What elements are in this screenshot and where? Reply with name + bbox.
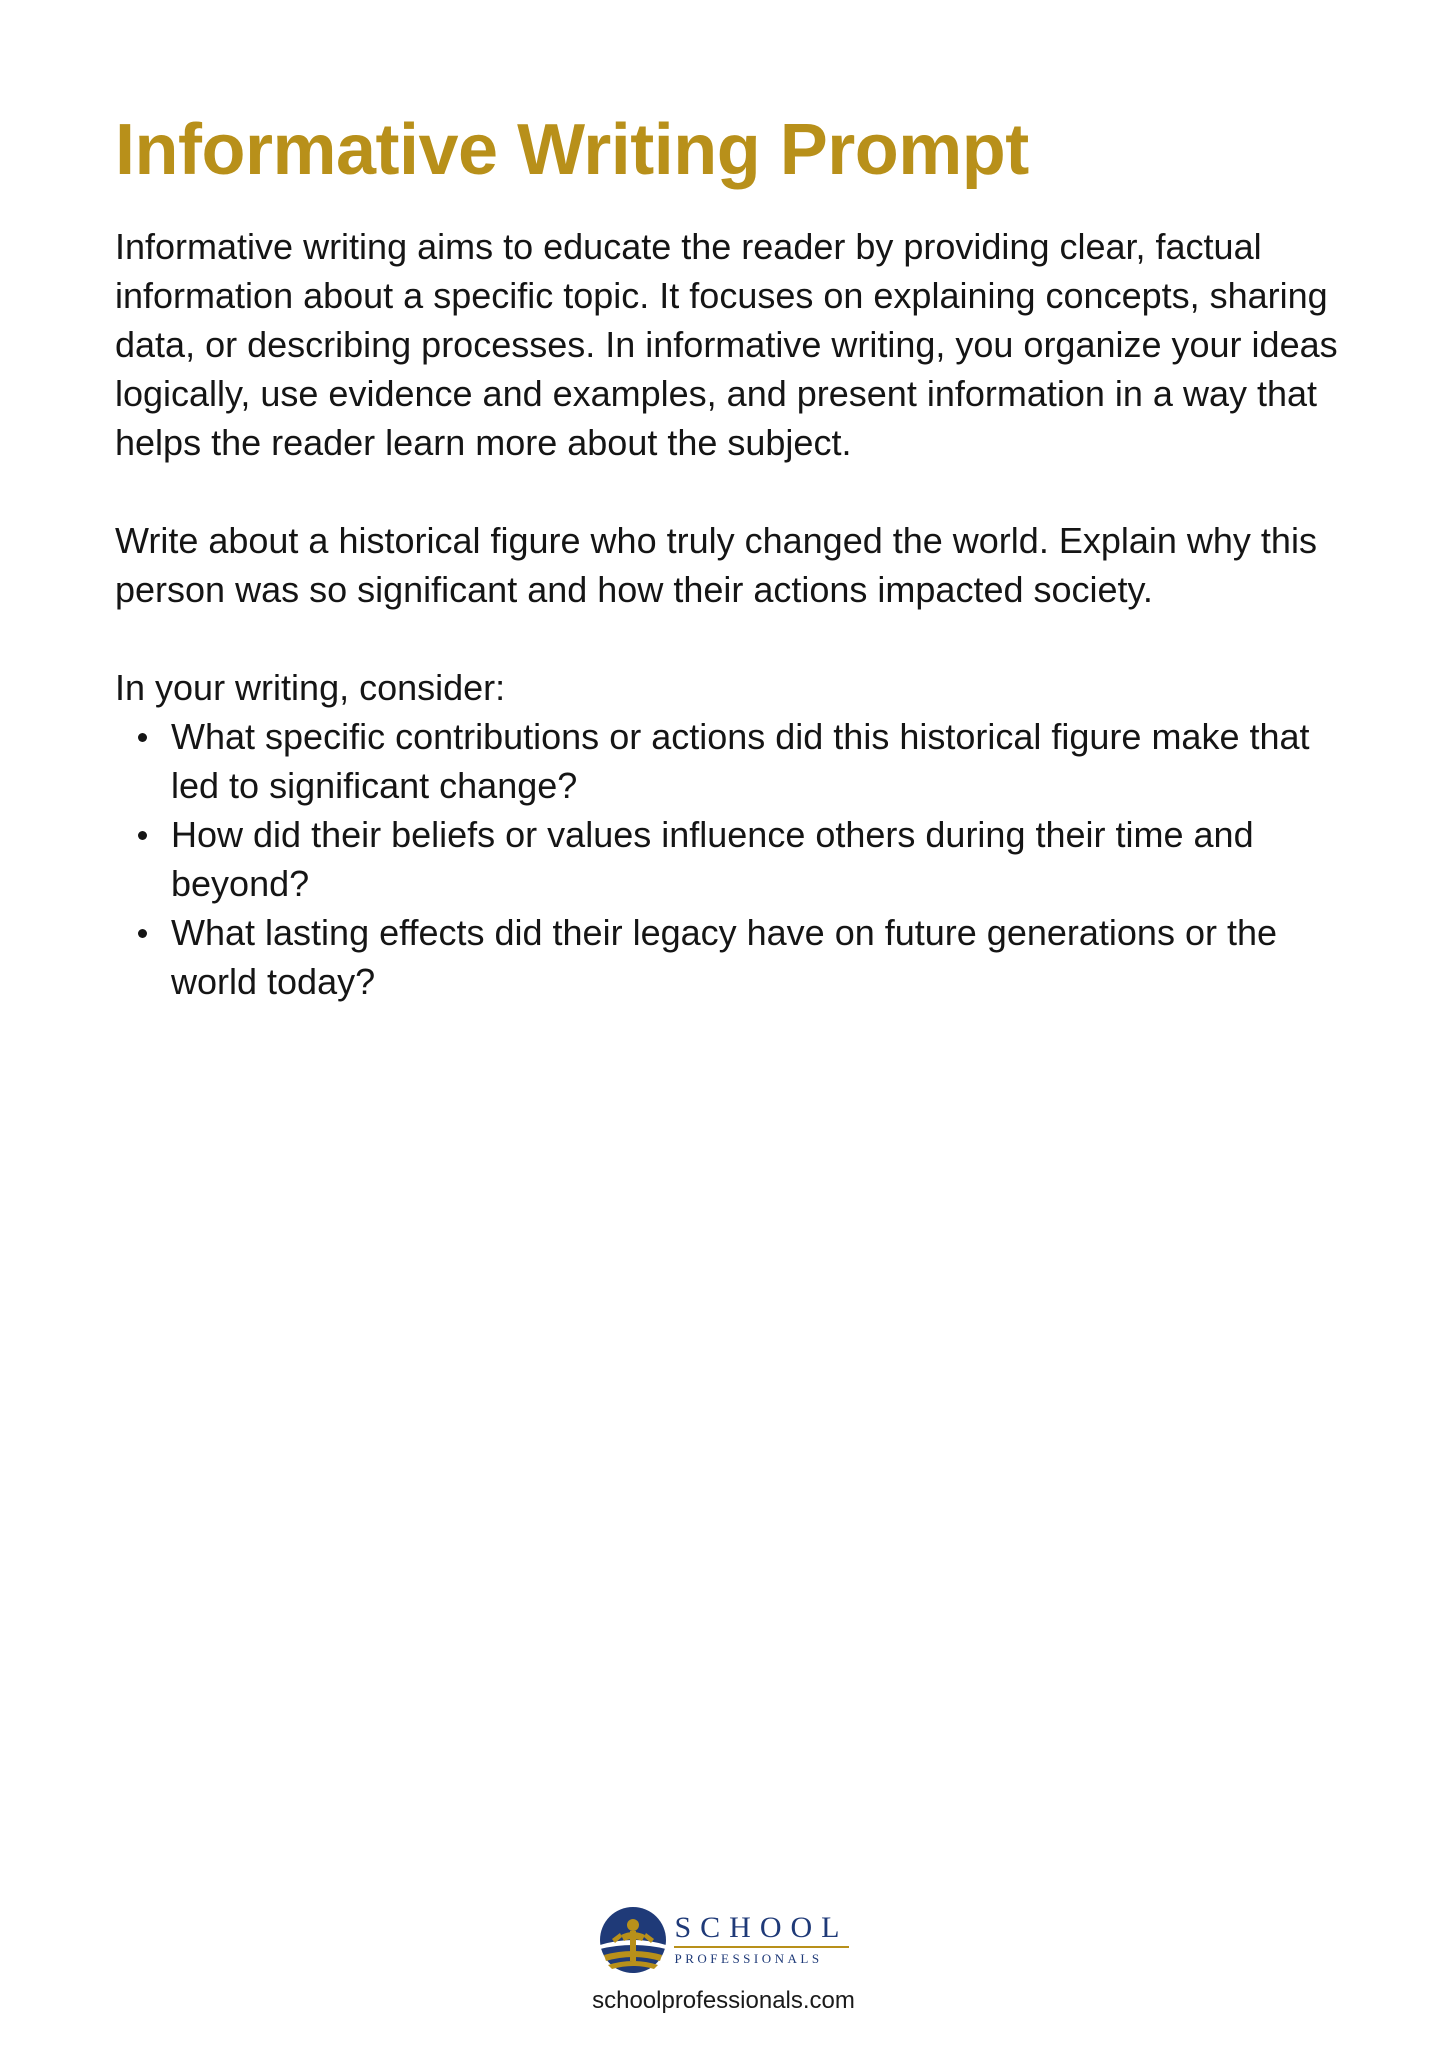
list-item xyxy=(115,712,1345,810)
list-item-text: What specific contributions or actions did this historical figure make that led to significant change? xyxy=(171,716,1310,806)
task-paragraph: Write about a historical figure who truly changed the world. Explain why this person was so significant and how their actions impacted society. xyxy=(115,520,1317,610)
logo-wordmark xyxy=(674,1910,849,1968)
page-title: Informative Writing Prompt xyxy=(115,110,1029,190)
list-item xyxy=(115,810,1345,908)
consider-list xyxy=(115,712,1345,1006)
bullet-icon xyxy=(138,831,147,840)
website-link[interactable]: schoolprofessionals.com xyxy=(592,1987,855,2014)
consider-label: In your writing, consider: xyxy=(115,667,506,708)
logo-line-professionals: PROFESSIONALS xyxy=(674,1950,823,1966)
intro-paragraph: Informative writing aims to educate the reader by providing clear, factual information about a specific topic. It focuses on explaining concepts, sharing data, or describing processes. In informative writing, you organize your ideas logically, use evidence and examples, and present information in a way that helps the reader learn more about the subject. xyxy=(115,226,1338,463)
list-item-text: What lasting effects did their legacy have on future generations or the world today? xyxy=(171,912,1277,1002)
bullet-icon xyxy=(138,733,147,742)
school-professionals-logo xyxy=(598,1905,848,1975)
logo-line-school: SCHOOL xyxy=(674,1913,848,1948)
list-item xyxy=(115,908,1345,1006)
list-item-text: How did their beliefs or values influence others during their time and beyond? xyxy=(171,814,1254,904)
page-footer xyxy=(0,1905,1447,2016)
school-professionals-logo-icon xyxy=(598,1905,668,1975)
bullet-icon xyxy=(138,929,147,938)
document-page xyxy=(115,100,1345,1006)
